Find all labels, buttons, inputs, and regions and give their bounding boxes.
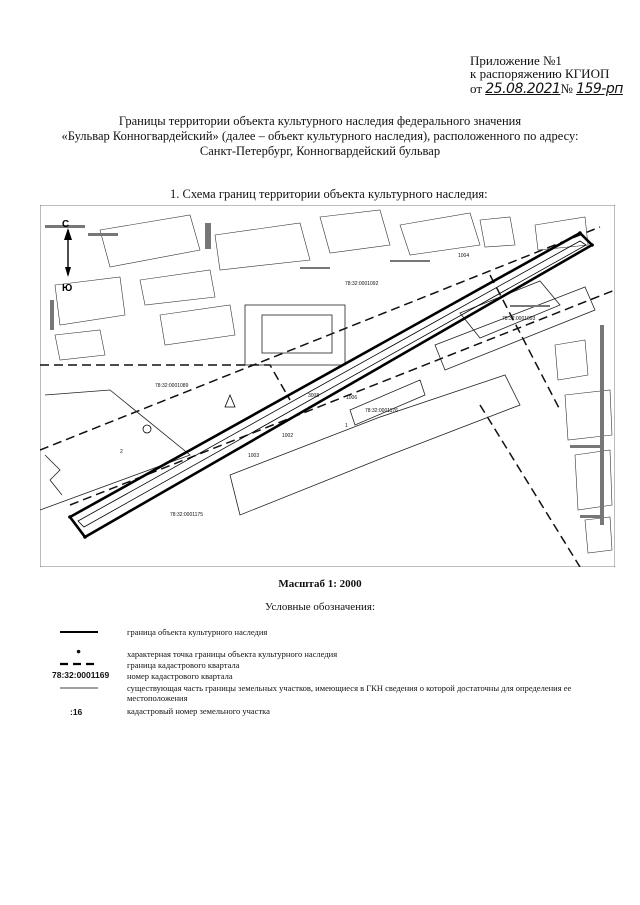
section-heading: 1. Схема границ территории объекта культурного наследия: — [170, 187, 488, 201]
title-line-2: «Бульвар Конногвардейский» (далее – объект культурного наследия), расположенного по адресу: — [61, 129, 579, 143]
quarter-label: 78:32:0001176 — [365, 408, 398, 414]
quarter-label: 78:32:0001175 — [170, 512, 203, 518]
legend-text: кадастровый номер земельного участка — [127, 706, 270, 716]
parcel-label: 1003 — [248, 453, 260, 459]
legend-text: граница объекта культурного наследия — [127, 627, 268, 637]
handwritten-date: 25.08.2021 — [485, 81, 561, 97]
appendix-header — [470, 54, 623, 96]
parcel-label: 3008 — [308, 393, 320, 399]
legend-symbol-quarter-boundary — [60, 659, 100, 669]
handwritten-number: 159-рп — [576, 81, 623, 97]
south-label: Ю — [62, 283, 73, 294]
parcel-label: 1002 — [282, 433, 294, 439]
legend-title: Условные обозначения: — [264, 601, 376, 613]
legend-symbol-boundary — [60, 627, 100, 637]
legend-text: характерная точка границы объекта культурного наследия — [127, 649, 338, 659]
document-title — [40, 114, 600, 159]
boundary-map — [40, 205, 615, 567]
appendix-order-ref: к распоряжению КГИОП — [470, 66, 610, 81]
appendix-date-line — [470, 82, 623, 96]
parcel-label: 2 — [120, 449, 123, 455]
date-prefix: от — [470, 81, 483, 96]
appendix-number: Приложение №1 — [470, 53, 562, 68]
number-sign: № — [560, 81, 573, 96]
quarter-label: 78:32:0001089 — [155, 383, 189, 389]
parcel-label: 1006 — [346, 395, 358, 401]
north-label: С — [62, 219, 70, 230]
legend-symbol-parcel-border — [60, 683, 100, 693]
title-line-1: Границы территории объекта культурного наследия федерального значения — [118, 114, 522, 128]
quarter-label: 78:32:0001093 — [502, 316, 536, 322]
legend-symbol-quarter-number: 78:32:0001169 — [52, 670, 110, 680]
legend-text: граница кадастрового квартала — [127, 660, 240, 670]
parcel-label: 1 — [345, 423, 348, 429]
legend-symbol-point: ● — [76, 646, 82, 656]
legend-text: номер кадастрового квартала — [127, 671, 233, 681]
quarter-label: 78:32:0001092 — [345, 281, 379, 287]
parcel-label: 1004 — [458, 253, 470, 259]
map-scale: Масштаб 1: 2000 — [278, 578, 362, 590]
title-line-3: Санкт-Петербург, Конногвардейский бульвар — [199, 144, 441, 158]
legend-text: существующая часть границы земельных участков, имеющиеся в ГКН сведения о которой достаточны для определения ее местоположения — [127, 683, 572, 703]
legend-symbol-parcel-number: :16 — [70, 707, 83, 717]
